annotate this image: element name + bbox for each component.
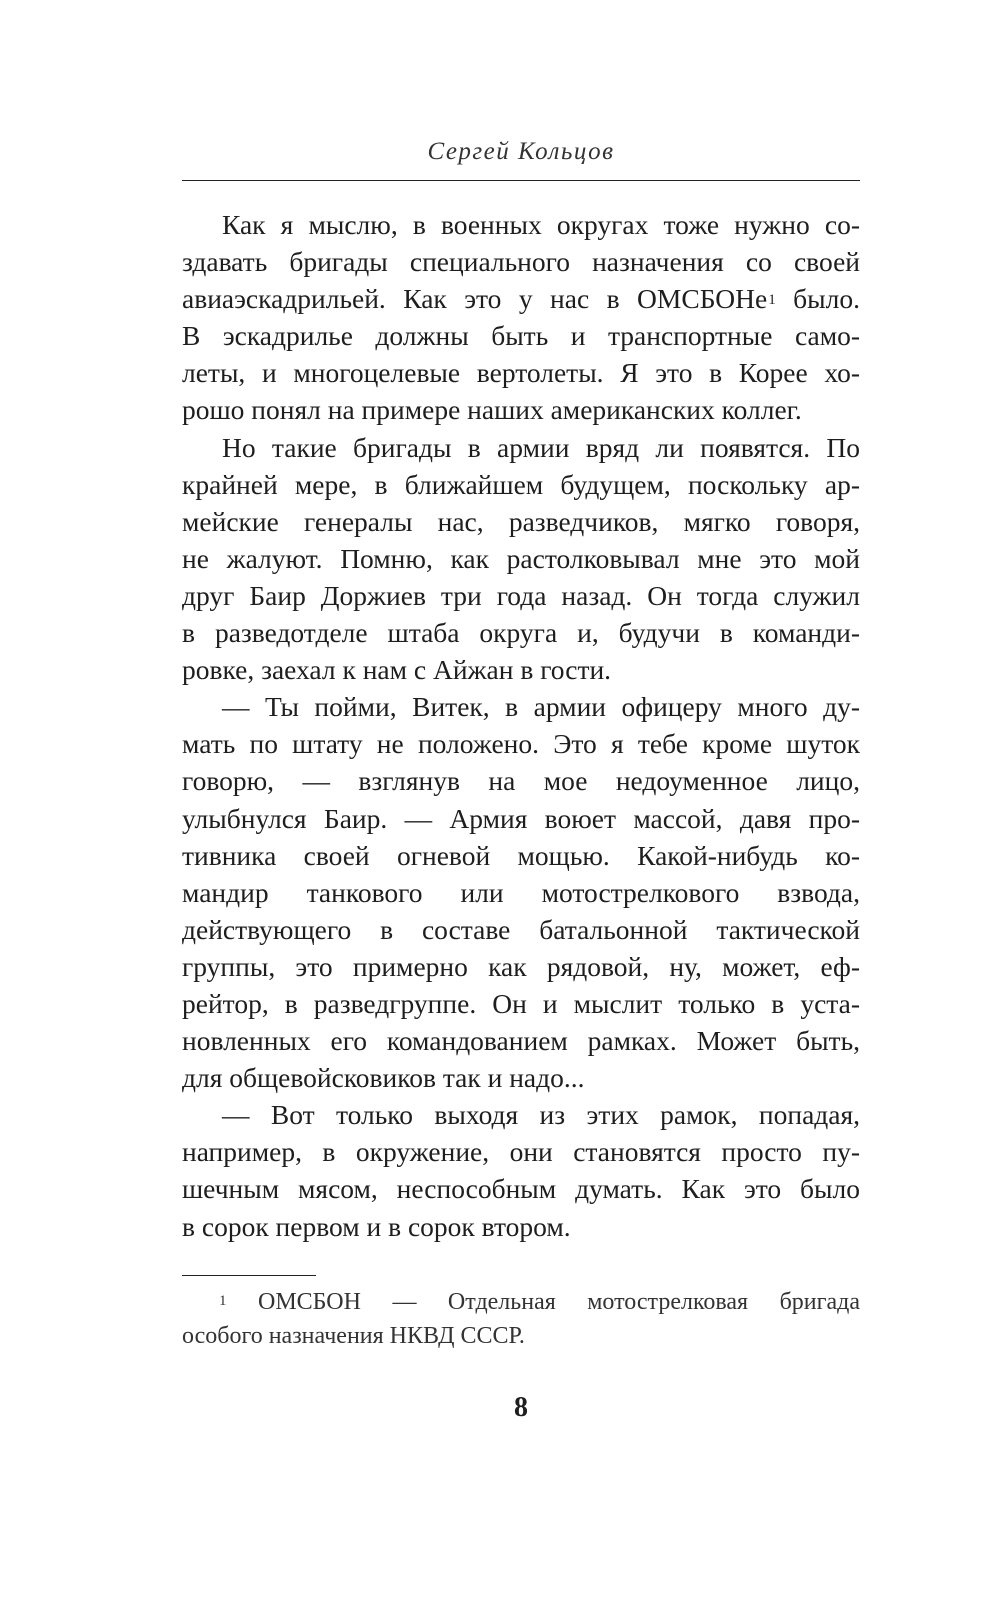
text-line: В эскадрилье должны быть и транспортные само- [182,320,860,352]
text-line: улыбнулся Баир. — Армия воюет массой, давя про- [182,802,860,834]
text-line: говорю, — взглянув на мое недоуменное лицо, [182,765,860,797]
footnote [182,1285,860,1353]
body-text [182,206,860,1245]
text-fragment: авиаэскадрильей. Как это у нас в ОМСБОНе [182,283,768,315]
footnote-rule [182,1275,316,1276]
text-line: — Вот только выходя из этих рамок, попадая, [222,1099,860,1131]
text-line: мейские генералы нас, разведчиков, мягко говоря, [182,505,860,537]
text-line: Как я мыслю, в военных округах тоже нужно со- [222,209,860,240]
text-line: действующего в составе батальонной тактической [182,913,860,945]
text-line: крайней мере, в ближайшем будущем, поскольку ар- [182,468,860,500]
text-line: рошо понял на примере наших американских коллег. [182,394,802,426]
footnote-text: ОМСБОН — Отдельная мотострелковая бригада [258,1289,861,1315]
text-line: Но такие бригады в армии вряд ли появятся. По [222,431,860,463]
header-rule [182,180,860,181]
text-line: в сорок первом и в сорок втором. [182,1210,571,1242]
text-line: новленных его командованием рамках. Может быть, [182,1025,860,1057]
text-fragment: было. [775,283,860,315]
text-line: рейтор, в разведгруппе. Он и мыслит только в уста- [182,987,860,1019]
text-line: друг Баир Доржиев три года назад. Он тогда служил [182,579,860,611]
text-line: леты, и многоцелевые вертолеты. Я это в Корее хо- [182,357,860,389]
text-line: мать по штату не положено. Это я тебе кроме шуток [182,728,860,760]
text-line: здавать бригады специального назначения со своей [182,246,860,278]
text-line: тивника своей огневой мощью. Какой-нибудь ко- [182,839,860,871]
text-line: мандир танкового или мотострелкового взвода, [182,876,860,908]
text-line-with-footnote-ref [182,280,860,317]
text-line: — Ты пойми, Витек, в армии офицеру много ду- [222,691,860,723]
text-line: не жалуют. Помню, как растолковывал мне это мой [182,542,860,574]
footnote-line: особого назначения НКВД СССР. [182,1323,525,1349]
text-line: ровке, заехал к нам с Айжан в гости. [182,654,612,686]
text-line: для общевойсковиков так и надо... [182,1062,585,1094]
text-line: в разведотделе штаба округа и, будучи в команди- [182,617,860,649]
text-line: шечным мясом, неспособным думать. Как это было [182,1173,860,1205]
running-head-title: Сергей Кольцов [427,138,615,165]
footnote-marker: 1 [219,1293,227,1309]
footnote-reference: 1 [768,292,776,309]
footnote-line [182,1285,860,1319]
text-line: например, в окружение, они становятся просто пу- [182,1136,860,1168]
text-line: группы, это примерно как рядовой, ну, может, еф- [182,950,860,982]
page-number: 8 [514,1392,528,1423]
